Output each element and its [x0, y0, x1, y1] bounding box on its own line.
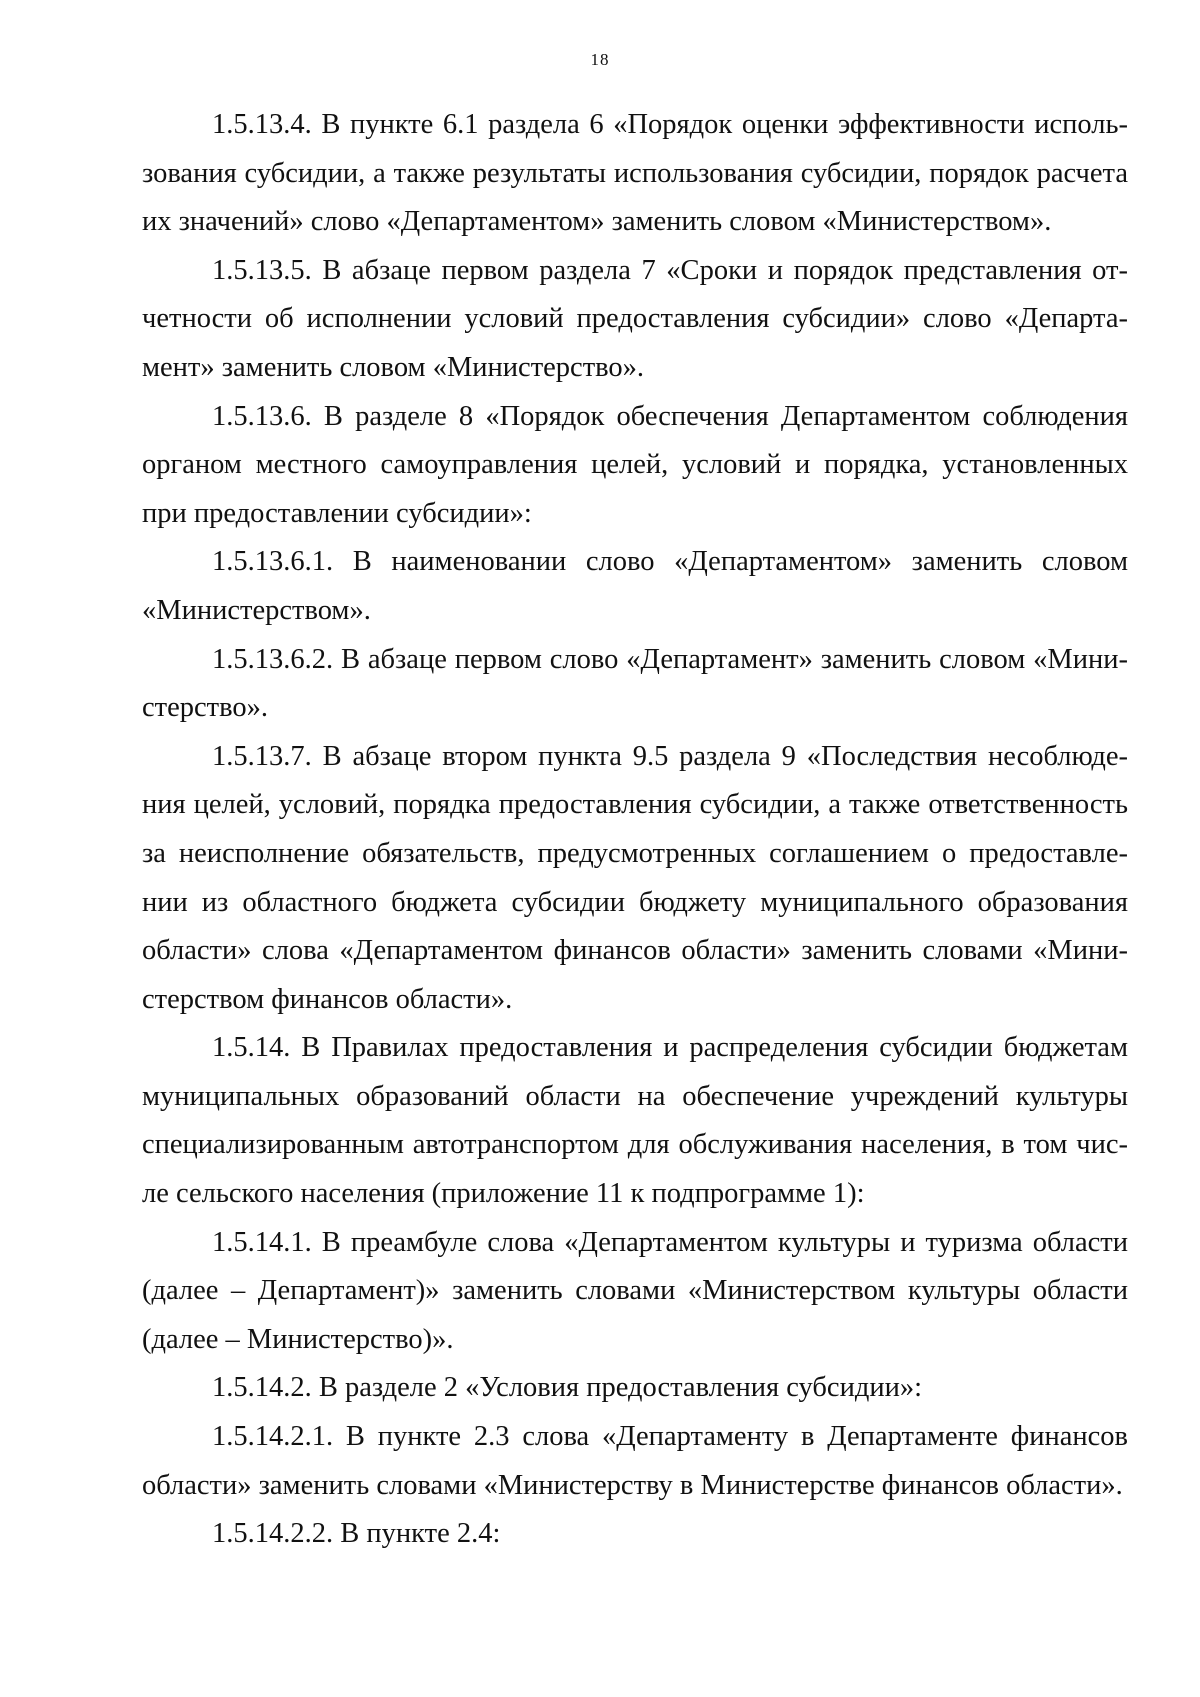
- paragraph-1-5-13-5: 1.5.13.5. В абзаце первом раздела 7 «Сроки и порядок представления отчетности об исполнении условий предоставления субсидии» слово «Департамент» заменить словом «Министерство».: [142, 254, 1128, 383]
- paragraph-1-5-13-6-1: 1.5.13.6.1. В наименовании слово «Департаментом» заменить словом «Министерством».: [142, 546, 1128, 626]
- page-number: 18: [590, 50, 610, 69]
- paragraph-1-5-14: 1.5.14. В Правилах предоставления и распределения субсидии бюджетам муниципальных образований области на обеспечение учреждений культуры специализированным автотранспортом для обслуживания населения, в том числе сельского населения (приложение 11 к подпрограмме 1):: [142, 1032, 1128, 1210]
- document-body: [142, 101, 1128, 1559]
- paragraph-1-5-14-2-2: 1.5.14.2.2. В пункте 2.4:: [212, 1518, 501, 1550]
- paragraph-1-5-14-2: 1.5.14.2. В разделе 2 «Условия предоставления субсидии»:: [212, 1372, 922, 1404]
- paragraph-1-5-13-6: 1.5.13.6. В разделе 8 «Порядок обеспечения Департаментом соблюдения органом местного самоуправления целей, условий и порядка, установленных при предоставлении субсидии»:: [142, 400, 1128, 529]
- paragraph-1-5-14-1: 1.5.14.1. В преамбуле слова «Департаментом культуры и туризма области (далее – Департамент)» заменить словами «Министерством культуры области (далее – Министерство)».: [142, 1226, 1128, 1355]
- paragraph-1-5-13-7: 1.5.13.7. В абзаце втором пункта 9.5 раздела 9 «Последствия несоблюдения целей, условий, порядка предоставления субсидии, а также ответственность за неисполнение обязательств, предусмотренных соглашением о предоставлении из областного бюджета субсидии бюджету муниципального образования области» слова «Департаментом финансов области» заменить словами «Министерством финансов области».: [142, 740, 1128, 1015]
- paragraph-1-5-13-6-2: 1.5.13.6.2. В абзаце первом слово «Департамент» заменить словом «Министерство».: [142, 643, 1128, 724]
- paragraph-1-5-13-4: 1.5.13.4. В пункте 6.1 раздела 6 «Порядок оценки эффективности использования субсидии, а также результаты использования субсидии, порядок расчета их значений» слово «Департаментом» заменить словом «Министерством».: [142, 109, 1128, 238]
- paragraph-1-5-14-2-1: 1.5.14.2.1. В пункте 2.3 слова «Департаменту в Департаменте финансов области» заменить словами «Министерству в Министерстве финансов области».: [142, 1421, 1128, 1501]
